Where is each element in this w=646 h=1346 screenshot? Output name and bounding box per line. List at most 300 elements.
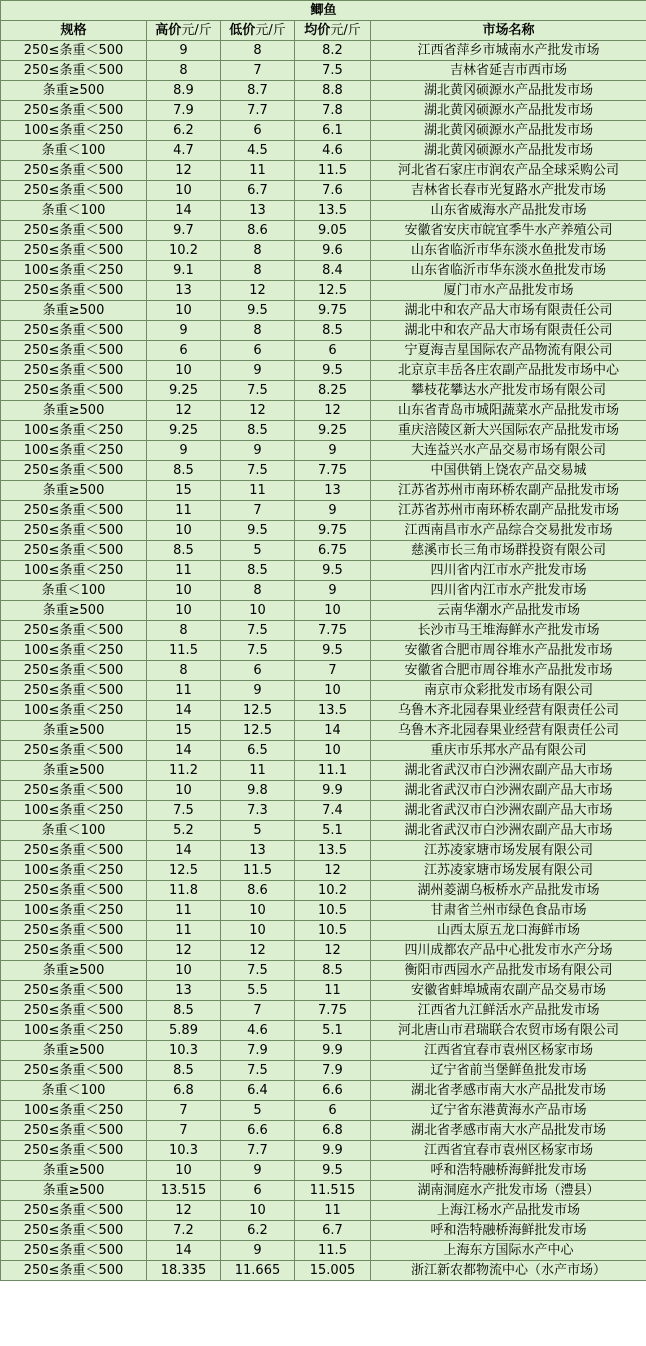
table-row xyxy=(1,601,646,621)
avg-price-cell: 9.9 xyxy=(295,781,371,801)
table-row xyxy=(1,901,646,921)
low-price-cell: 6 xyxy=(221,121,295,141)
spec-cell: 250≤条重＜500 xyxy=(1,881,147,901)
spec-cell: 条重≥500 xyxy=(1,601,147,621)
avg-price-cell: 11.515 xyxy=(295,1181,371,1201)
spec-cell: 250≤条重＜500 xyxy=(1,281,147,301)
low-price-cell: 7.7 xyxy=(221,101,295,121)
avg-price-cell: 10.5 xyxy=(295,901,371,921)
spec-cell: 250≤条重＜500 xyxy=(1,981,147,1001)
low-price-cell: 9 xyxy=(221,361,295,381)
high-price-cell: 11 xyxy=(147,921,221,941)
market-name-cell: 辽宁省东港黄海水产品市场 xyxy=(371,1101,646,1121)
market-name-cell: 大连益兴水产品交易市场有限公司 xyxy=(371,441,646,461)
low-price-cell: 7 xyxy=(221,501,295,521)
spec-cell: 250≤条重＜500 xyxy=(1,101,147,121)
market-name-cell: 南京市众彩批发市场有限公司 xyxy=(371,681,646,701)
header-high-price xyxy=(147,21,221,41)
low-price-cell: 6.5 xyxy=(221,741,295,761)
table-row xyxy=(1,461,646,481)
table-row xyxy=(1,41,646,61)
market-name-cell: 湖北省武汉市白沙洲农副产品大市场 xyxy=(371,801,646,821)
table-row xyxy=(1,641,646,661)
table-row xyxy=(1,661,646,681)
table-row xyxy=(1,721,646,741)
spec-cell: 100≤条重＜250 xyxy=(1,641,147,661)
market-name-cell: 乌鲁木齐北园春果业经营有限责任公司 xyxy=(371,701,646,721)
low-price-cell: 8 xyxy=(221,241,295,261)
avg-price-cell: 9.75 xyxy=(295,301,371,321)
table-row xyxy=(1,301,646,321)
avg-price-cell: 8.2 xyxy=(295,41,371,61)
table-row xyxy=(1,1221,646,1241)
high-price-cell: 6.2 xyxy=(147,121,221,141)
low-price-cell: 10 xyxy=(221,601,295,621)
low-price-cell: 10 xyxy=(221,1201,295,1221)
avg-price-cell: 4.6 xyxy=(295,141,371,161)
spec-cell: 条重≥500 xyxy=(1,401,147,421)
spec-cell: 250≤条重＜500 xyxy=(1,361,147,381)
market-name-cell: 上海东方国际水产中心 xyxy=(371,1241,646,1261)
high-price-cell: 8.5 xyxy=(147,541,221,561)
high-price-cell: 11 xyxy=(147,561,221,581)
table-row xyxy=(1,61,646,81)
high-price-cell: 8.5 xyxy=(147,461,221,481)
table-row xyxy=(1,1161,646,1181)
market-name-cell: 长沙市马王堆海鲜水产批发市场 xyxy=(371,621,646,641)
table-row xyxy=(1,961,646,981)
table-row xyxy=(1,1101,646,1121)
market-name-cell: 吉林省延吉市西市场 xyxy=(371,61,646,81)
high-price-cell: 9.25 xyxy=(147,421,221,441)
spec-cell: 条重≥500 xyxy=(1,301,147,321)
high-price-cell: 10 xyxy=(147,961,221,981)
table-row xyxy=(1,1061,646,1081)
high-price-cell: 7.2 xyxy=(147,1221,221,1241)
low-price-cell: 8.5 xyxy=(221,561,295,581)
market-name-cell: 湖北省武汉市白沙洲农副产品大市场 xyxy=(371,821,646,841)
market-name-cell: 宁夏海吉星国际农产品物流有限公司 xyxy=(371,341,646,361)
low-price-cell: 6 xyxy=(221,341,295,361)
low-price-cell: 12 xyxy=(221,401,295,421)
avg-price-cell: 15.005 xyxy=(295,1261,371,1281)
market-name-cell: 吉林省长春市光复路水产批发市场 xyxy=(371,181,646,201)
high-price-cell: 13 xyxy=(147,981,221,1001)
high-price-cell: 10.3 xyxy=(147,1041,221,1061)
high-price-cell: 9.25 xyxy=(147,381,221,401)
spec-cell: 250≤条重＜500 xyxy=(1,1141,147,1161)
market-name-cell: 中国供销上饶农产品交易城 xyxy=(371,461,646,481)
low-price-cell: 8.5 xyxy=(221,421,295,441)
spec-cell: 250≤条重＜500 xyxy=(1,221,147,241)
market-name-cell: 四川省内江市水产批发市场 xyxy=(371,581,646,601)
table-row xyxy=(1,481,646,501)
low-price-cell: 8 xyxy=(221,581,295,601)
spec-cell: 100≤条重＜250 xyxy=(1,261,147,281)
table-row xyxy=(1,1001,646,1021)
avg-price-cell: 8.4 xyxy=(295,261,371,281)
low-price-cell: 7.5 xyxy=(221,381,295,401)
high-price-cell: 8 xyxy=(147,661,221,681)
header-high-price-unit: 元/斤 xyxy=(181,23,212,38)
market-name-cell: 攀枝花攀达水产批发市场有限公司 xyxy=(371,381,646,401)
low-price-cell: 11 xyxy=(221,481,295,501)
avg-price-cell: 6.7 xyxy=(295,1221,371,1241)
market-name-cell: 衡阳市西园水产品批发市场有限公司 xyxy=(371,961,646,981)
spec-cell: 250≤条重＜500 xyxy=(1,1201,147,1221)
avg-price-cell: 10 xyxy=(295,741,371,761)
high-price-cell: 12 xyxy=(147,941,221,961)
low-price-cell: 7.5 xyxy=(221,961,295,981)
market-name-cell: 北京京丰岳各庄农副产品批发市场中心 xyxy=(371,361,646,381)
header-avg-price-label: 均价 xyxy=(304,23,331,38)
table-row xyxy=(1,821,646,841)
table-row xyxy=(1,381,646,401)
high-price-cell: 9.7 xyxy=(147,221,221,241)
table-row xyxy=(1,541,646,561)
spec-cell: 250≤条重＜500 xyxy=(1,921,147,941)
high-price-cell: 8.9 xyxy=(147,81,221,101)
low-price-cell: 5.5 xyxy=(221,981,295,1001)
market-name-cell: 山东省威海水产品批发市场 xyxy=(371,201,646,221)
avg-price-cell: 7.9 xyxy=(295,1061,371,1081)
market-name-cell: 呼和浩特融桥海鲜批发市场 xyxy=(371,1161,646,1181)
table-row xyxy=(1,501,646,521)
low-price-cell: 9.5 xyxy=(221,521,295,541)
table-row xyxy=(1,101,646,121)
avg-price-cell: 11.1 xyxy=(295,761,371,781)
high-price-cell: 11 xyxy=(147,901,221,921)
avg-price-cell: 9.5 xyxy=(295,361,371,381)
market-name-cell: 江西省宜春市袁州区杨家市场 xyxy=(371,1141,646,1161)
table-row xyxy=(1,161,646,181)
high-price-cell: 10 xyxy=(147,181,221,201)
market-name-cell: 四川省内江市水产批发市场 xyxy=(371,561,646,581)
high-price-cell: 13 xyxy=(147,281,221,301)
header-low-price xyxy=(221,21,295,41)
market-name-cell: 江西省宜春市袁州区杨家市场 xyxy=(371,1041,646,1061)
spec-cell: 条重＜100 xyxy=(1,581,147,601)
high-price-cell: 14 xyxy=(147,1241,221,1261)
high-price-cell: 10 xyxy=(147,601,221,621)
high-price-cell: 11.5 xyxy=(147,641,221,661)
table-row xyxy=(1,681,646,701)
low-price-cell: 6 xyxy=(221,661,295,681)
spec-cell: 条重≥500 xyxy=(1,1181,147,1201)
avg-price-cell: 12 xyxy=(295,401,371,421)
market-name-cell: 重庆涪陵区新大兴国际农产品批发市场 xyxy=(371,421,646,441)
market-name-cell: 河北省石家庄市润农产品全球采购公司 xyxy=(371,161,646,181)
market-name-cell: 安徽省合肥市周谷堆水产品批发市场 xyxy=(371,641,646,661)
low-price-cell: 7.7 xyxy=(221,1141,295,1161)
high-price-cell: 15 xyxy=(147,721,221,741)
market-name-cell: 江西省萍乡市城南水产批发市场 xyxy=(371,41,646,61)
market-name-cell: 湖北中和农产品大市场有限责任公司 xyxy=(371,301,646,321)
market-name-cell: 山东省青岛市城阳蔬菜水产品批发市场 xyxy=(371,401,646,421)
spec-cell: 250≤条重＜500 xyxy=(1,321,147,341)
market-name-cell: 湖北省孝感市南大水产品批发市场 xyxy=(371,1081,646,1101)
spec-cell: 条重≥500 xyxy=(1,481,147,501)
avg-price-cell: 7.6 xyxy=(295,181,371,201)
high-price-cell: 12 xyxy=(147,161,221,181)
low-price-cell: 6.6 xyxy=(221,1121,295,1141)
avg-price-cell: 9.75 xyxy=(295,521,371,541)
low-price-cell: 11 xyxy=(221,761,295,781)
spec-cell: 100≤条重＜250 xyxy=(1,441,147,461)
avg-price-cell: 9 xyxy=(295,441,371,461)
low-price-cell: 9 xyxy=(221,1241,295,1261)
high-price-cell: 6 xyxy=(147,341,221,361)
market-name-cell: 湖北省武汉市白沙洲农副产品大市场 xyxy=(371,761,646,781)
avg-price-cell: 11.5 xyxy=(295,1241,371,1261)
high-price-cell: 11 xyxy=(147,681,221,701)
avg-price-cell: 9.6 xyxy=(295,241,371,261)
avg-price-cell: 8.8 xyxy=(295,81,371,101)
low-price-cell: 5 xyxy=(221,541,295,561)
market-name-cell: 山东省临沂市华东淡水鱼批发市场 xyxy=(371,241,646,261)
table-row xyxy=(1,1141,646,1161)
market-name-cell: 辽宁省前当堡鲜鱼批发市场 xyxy=(371,1061,646,1081)
avg-price-cell: 6.75 xyxy=(295,541,371,561)
high-price-cell: 4.7 xyxy=(147,141,221,161)
avg-price-cell: 9.05 xyxy=(295,221,371,241)
high-price-cell: 14 xyxy=(147,201,221,221)
table-row xyxy=(1,521,646,541)
low-price-cell: 11 xyxy=(221,161,295,181)
header-market: 市场名称 xyxy=(371,21,646,41)
high-price-cell: 13.515 xyxy=(147,1181,221,1201)
avg-price-cell: 11.5 xyxy=(295,161,371,181)
avg-price-cell: 8.5 xyxy=(295,961,371,981)
avg-price-cell: 12 xyxy=(295,861,371,881)
avg-price-cell: 13.5 xyxy=(295,701,371,721)
low-price-cell: 8.6 xyxy=(221,881,295,901)
avg-price-cell: 8.5 xyxy=(295,321,371,341)
spec-cell: 条重≥500 xyxy=(1,81,147,101)
market-name-cell: 山西太原五龙口海鲜市场 xyxy=(371,921,646,941)
low-price-cell: 11.665 xyxy=(221,1261,295,1281)
spec-cell: 250≤条重＜500 xyxy=(1,521,147,541)
table-row xyxy=(1,441,646,461)
header-high-price-label: 高价 xyxy=(155,23,182,38)
low-price-cell: 12 xyxy=(221,281,295,301)
avg-price-cell: 12.5 xyxy=(295,281,371,301)
table-row xyxy=(1,401,646,421)
avg-price-cell: 6.8 xyxy=(295,1121,371,1141)
low-price-cell: 7 xyxy=(221,61,295,81)
avg-price-cell: 7 xyxy=(295,661,371,681)
table-row xyxy=(1,981,646,1001)
avg-price-cell: 6.1 xyxy=(295,121,371,141)
avg-price-cell: 5.1 xyxy=(295,1021,371,1041)
high-price-cell: 14 xyxy=(147,841,221,861)
spec-cell: 条重≥500 xyxy=(1,1041,147,1061)
avg-price-cell: 9.9 xyxy=(295,1041,371,1061)
market-name-cell: 安徽省合肥市周谷堆水产品批发市场 xyxy=(371,661,646,681)
low-price-cell: 10 xyxy=(221,921,295,941)
table-row xyxy=(1,361,646,381)
low-price-cell: 9 xyxy=(221,441,295,461)
spec-cell: 条重＜100 xyxy=(1,1081,147,1101)
spec-cell: 250≤条重＜500 xyxy=(1,381,147,401)
low-price-cell: 8 xyxy=(221,321,295,341)
high-price-cell: 9 xyxy=(147,441,221,461)
avg-price-cell: 8.25 xyxy=(295,381,371,401)
low-price-cell: 12 xyxy=(221,941,295,961)
spec-cell: 100≤条重＜250 xyxy=(1,421,147,441)
high-price-cell: 10 xyxy=(147,301,221,321)
spec-cell: 250≤条重＜500 xyxy=(1,181,147,201)
high-price-cell: 11 xyxy=(147,501,221,521)
spec-cell: 条重≥500 xyxy=(1,961,147,981)
low-price-cell: 12.5 xyxy=(221,721,295,741)
spec-cell: 250≤条重＜500 xyxy=(1,1001,147,1021)
avg-price-cell: 9 xyxy=(295,581,371,601)
spec-cell: 250≤条重＜500 xyxy=(1,341,147,361)
high-price-cell: 8 xyxy=(147,621,221,641)
high-price-cell: 9 xyxy=(147,41,221,61)
header-low-price-label: 低价 xyxy=(229,23,256,38)
spec-cell: 250≤条重＜500 xyxy=(1,61,147,81)
table-row xyxy=(1,141,646,161)
avg-price-cell: 11 xyxy=(295,981,371,1001)
table-row xyxy=(1,281,646,301)
avg-price-cell: 9.5 xyxy=(295,561,371,581)
table-row xyxy=(1,181,646,201)
table-row xyxy=(1,121,646,141)
high-price-cell: 5.89 xyxy=(147,1021,221,1041)
avg-price-cell: 12 xyxy=(295,941,371,961)
low-price-cell: 7.3 xyxy=(221,801,295,821)
market-name-cell: 乌鲁木齐北园春果业经营有限责任公司 xyxy=(371,721,646,741)
market-name-cell: 湖北黄冈硕源水产品批发市场 xyxy=(371,141,646,161)
low-price-cell: 11.5 xyxy=(221,861,295,881)
high-price-cell: 10 xyxy=(147,1161,221,1181)
market-name-cell: 江苏省苏州市南环桥农副产品批发市场 xyxy=(371,501,646,521)
avg-price-cell: 13.5 xyxy=(295,841,371,861)
market-name-cell: 重庆市乐邦水产品有限公司 xyxy=(371,741,646,761)
spec-cell: 100≤条重＜250 xyxy=(1,801,147,821)
market-name-cell: 浙江新农都物流中心（水产市场） xyxy=(371,1261,646,1281)
spec-cell: 250≤条重＜500 xyxy=(1,841,147,861)
table-row xyxy=(1,1081,646,1101)
avg-price-cell: 6 xyxy=(295,341,371,361)
low-price-cell: 13 xyxy=(221,841,295,861)
spec-cell: 100≤条重＜250 xyxy=(1,901,147,921)
low-price-cell: 7.9 xyxy=(221,1041,295,1061)
market-name-cell: 江苏凌家塘市场发展有限公司 xyxy=(371,841,646,861)
table-row xyxy=(1,241,646,261)
table-row xyxy=(1,561,646,581)
avg-price-cell: 14 xyxy=(295,721,371,741)
spec-cell: 100≤条重＜250 xyxy=(1,701,147,721)
market-name-cell: 江西省九江鲜活水产品批发市场 xyxy=(371,1001,646,1021)
header-low-price-unit: 元/斤 xyxy=(255,23,286,38)
table-title: 鲫鱼 xyxy=(1,1,646,21)
avg-price-cell: 7.8 xyxy=(295,101,371,121)
low-price-cell: 6.7 xyxy=(221,181,295,201)
title-row xyxy=(1,1,646,21)
low-price-cell: 8 xyxy=(221,261,295,281)
low-price-cell: 9.8 xyxy=(221,781,295,801)
table-row xyxy=(1,1201,646,1221)
avg-price-cell: 10 xyxy=(295,681,371,701)
high-price-cell: 10 xyxy=(147,781,221,801)
header-spec: 规格 xyxy=(1,21,147,41)
high-price-cell: 10 xyxy=(147,581,221,601)
spec-cell: 250≤条重＜500 xyxy=(1,661,147,681)
market-name-cell: 河北唐山市君瑞联合农贸市场有限公司 xyxy=(371,1021,646,1041)
avg-price-cell: 7.75 xyxy=(295,1001,371,1021)
high-price-cell: 5.2 xyxy=(147,821,221,841)
low-price-cell: 10 xyxy=(221,901,295,921)
high-price-cell: 10 xyxy=(147,521,221,541)
spec-cell: 250≤条重＜500 xyxy=(1,1261,147,1281)
high-price-cell: 7 xyxy=(147,1121,221,1141)
market-name-cell: 安徽省安庆市皖宜季牛水产养殖公司 xyxy=(371,221,646,241)
table-row xyxy=(1,781,646,801)
low-price-cell: 13 xyxy=(221,201,295,221)
market-name-cell: 甘肃省兰州市绿色食品市场 xyxy=(371,901,646,921)
market-name-cell: 湖州菱湖乌板桥水产品批发市场 xyxy=(371,881,646,901)
high-price-cell: 9.1 xyxy=(147,261,221,281)
avg-price-cell: 7.4 xyxy=(295,801,371,821)
spec-cell: 条重＜100 xyxy=(1,821,147,841)
spec-cell: 250≤条重＜500 xyxy=(1,781,147,801)
low-price-cell: 6 xyxy=(221,1181,295,1201)
table-row xyxy=(1,921,646,941)
high-price-cell: 8.5 xyxy=(147,1061,221,1081)
high-price-cell: 18.335 xyxy=(147,1261,221,1281)
low-price-cell: 7.5 xyxy=(221,1061,295,1081)
low-price-cell: 8.6 xyxy=(221,221,295,241)
table-row xyxy=(1,341,646,361)
avg-price-cell: 9.25 xyxy=(295,421,371,441)
spec-cell: 100≤条重＜250 xyxy=(1,561,147,581)
high-price-cell: 11.8 xyxy=(147,881,221,901)
avg-price-cell: 11 xyxy=(295,1201,371,1221)
table-row xyxy=(1,801,646,821)
low-price-cell: 7.5 xyxy=(221,461,295,481)
avg-price-cell: 9.9 xyxy=(295,1141,371,1161)
high-price-cell: 9 xyxy=(147,321,221,341)
high-price-cell: 8.5 xyxy=(147,1001,221,1021)
market-name-cell: 江苏凌家塘市场发展有限公司 xyxy=(371,861,646,881)
spec-cell: 100≤条重＜250 xyxy=(1,121,147,141)
market-name-cell: 江西南昌市水产品综合交易批发市场 xyxy=(371,521,646,541)
low-price-cell: 7.5 xyxy=(221,621,295,641)
avg-price-cell: 7.75 xyxy=(295,621,371,641)
high-price-cell: 10 xyxy=(147,361,221,381)
spec-cell: 250≤条重＜500 xyxy=(1,241,147,261)
avg-price-cell: 5.1 xyxy=(295,821,371,841)
high-price-cell: 7.9 xyxy=(147,101,221,121)
spec-cell: 条重＜100 xyxy=(1,201,147,221)
spec-cell: 250≤条重＜500 xyxy=(1,941,147,961)
avg-price-cell: 10 xyxy=(295,601,371,621)
spec-cell: 条重≥500 xyxy=(1,721,147,741)
market-name-cell: 江苏省苏州市南环桥农副产品批发市场 xyxy=(371,481,646,501)
low-price-cell: 6.2 xyxy=(221,1221,295,1241)
table-row xyxy=(1,701,646,721)
market-name-cell: 四川成都农产品中心批发市水产分场 xyxy=(371,941,646,961)
table-row xyxy=(1,261,646,281)
avg-price-cell: 13.5 xyxy=(295,201,371,221)
spec-cell: 100≤条重＜250 xyxy=(1,1021,147,1041)
table-row xyxy=(1,861,646,881)
header-avg-price xyxy=(295,21,371,41)
spec-cell: 100≤条重＜250 xyxy=(1,861,147,881)
